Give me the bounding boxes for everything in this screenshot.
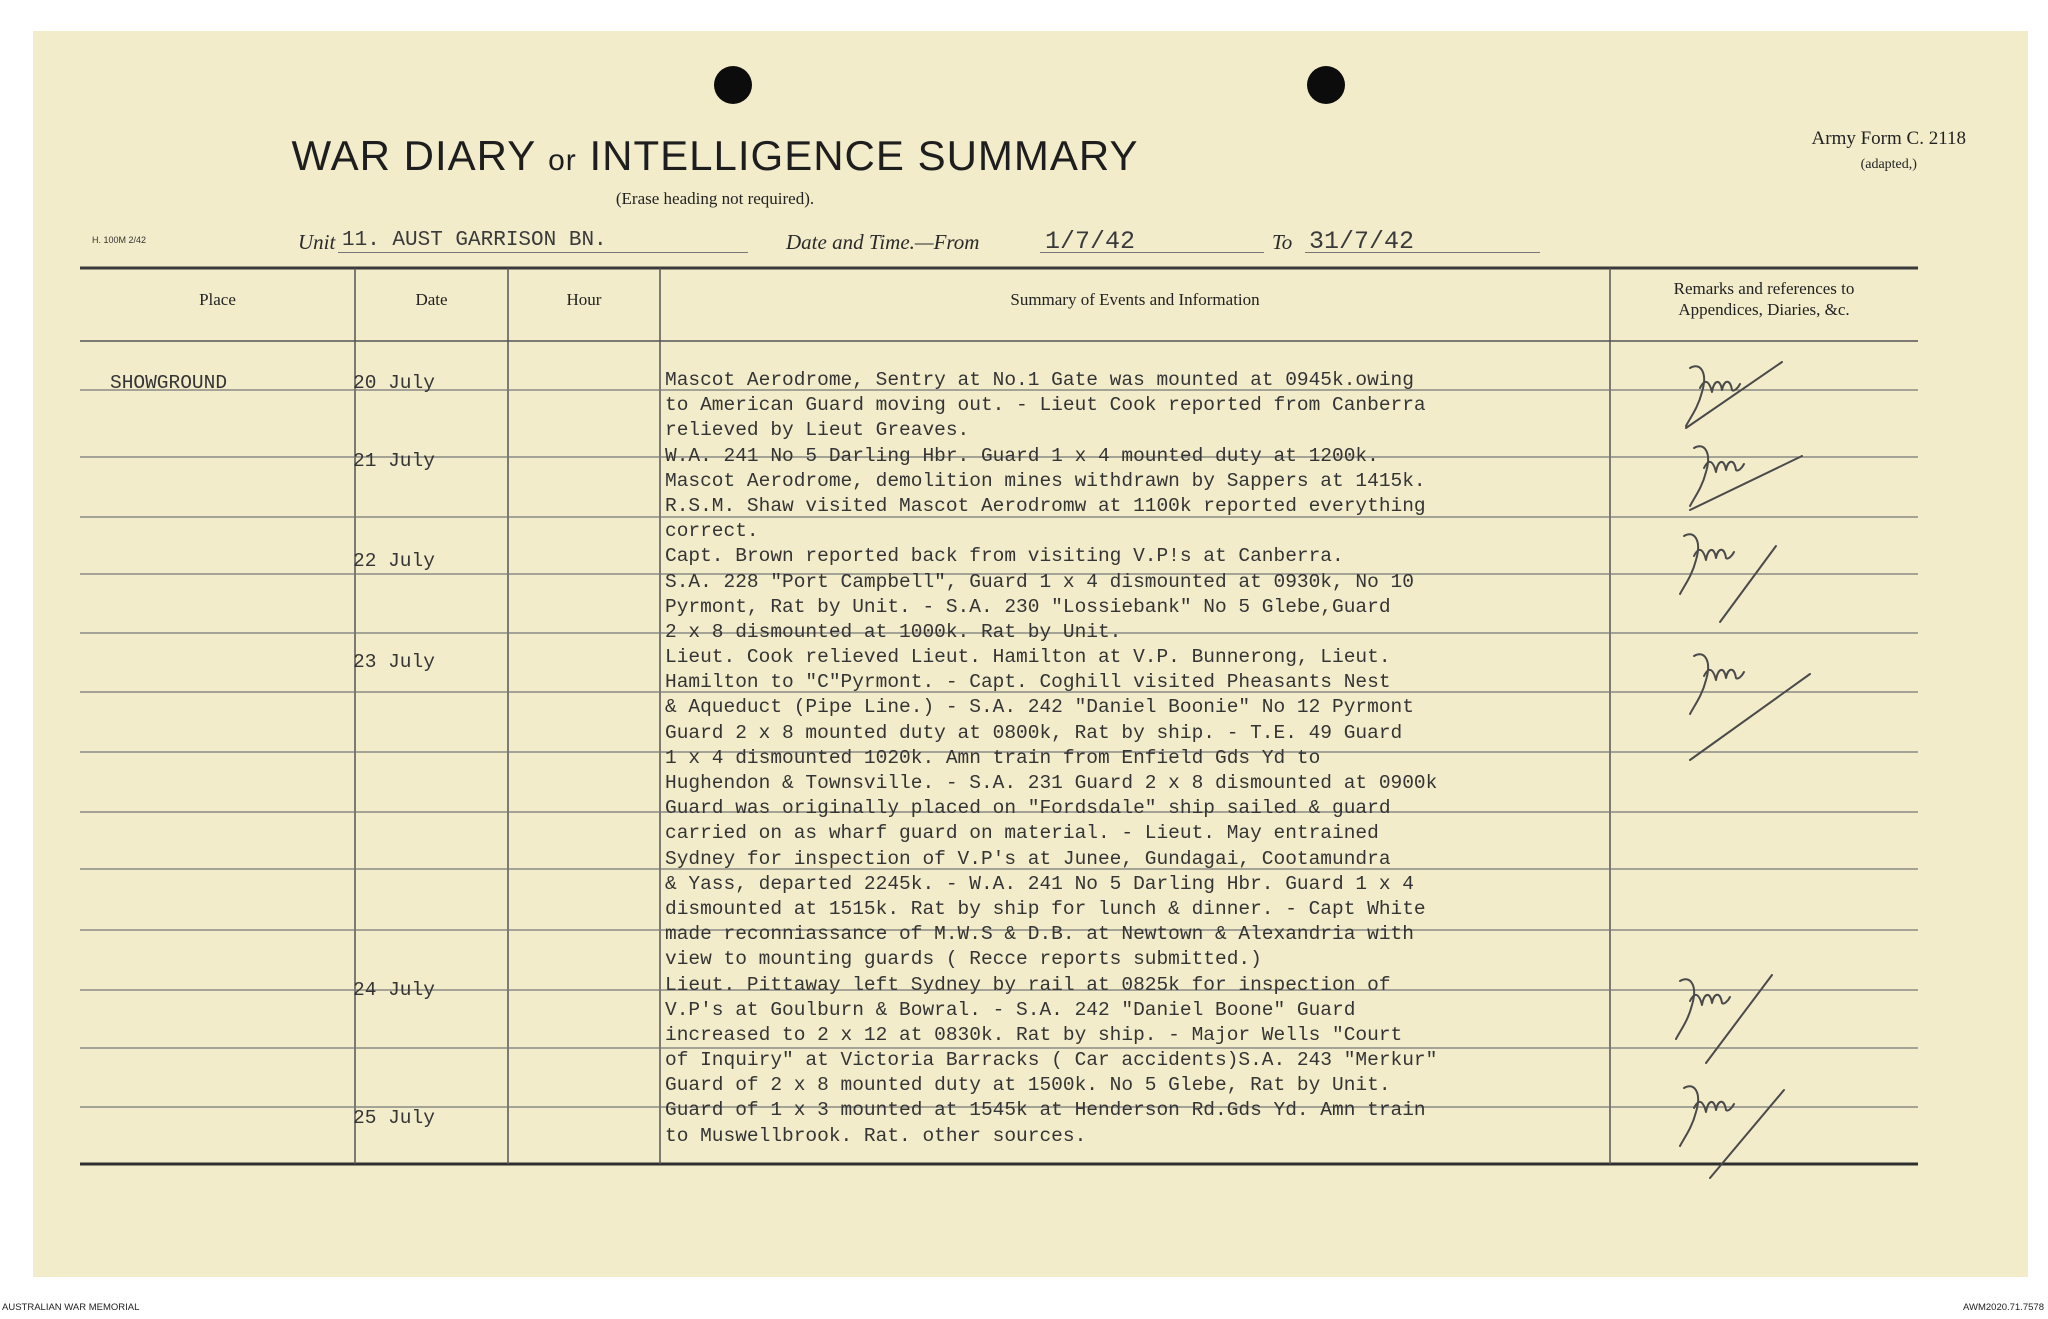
summary-line: relieved by Lieut Greaves.: [665, 419, 970, 442]
handwritten-initials: [1676, 975, 1772, 1063]
summary-line: & Aqueduct (Pipe Line.) - S.A. 242 "Daniel Boonie" No 12 Pyrmont: [665, 696, 1414, 719]
summary-line: of Inquiry" at Victoria Barracks ( Car accidents)S.A. 243 "Merkur": [665, 1049, 1438, 1072]
summary-line: dismounted at 1515k. Rat by ship for lunch & dinner. - Capt White: [665, 897, 1426, 920]
summary-line: & Yass, departed 2245k. - W.A. 241 No 5 Darling Hbr. Guard 1 x 4: [665, 872, 1414, 895]
date-entry: 20 July: [353, 372, 435, 394]
unit-label: Unit: [298, 230, 336, 254]
summary-line: V.P's at Goulburn & Bowral. - S.A. 242 "Daniel Boone" Guard: [665, 998, 1356, 1021]
form-subtitle: (Erase heading not required).: [615, 189, 815, 208]
handwritten-initials: [1680, 1086, 1784, 1178]
summary-line: Pyrmont, Rat by Unit. - S.A. 230 "Lossiebank" No 5 Glebe,Guard: [665, 595, 1391, 618]
column-header-remarks: Remarks and references to Appendices, Diaries, &c.: [1673, 279, 1855, 319]
summary-line: Mascot Aerodrome, demolition mines withdrawn by Sappers at 1415k.: [665, 469, 1426, 492]
column-header-date: Date: [415, 290, 448, 309]
summary-line: carried on as wharf guard on material. - Lieut. May entrained: [665, 822, 1379, 845]
handwritten-initials: [1690, 446, 1802, 510]
summary-line: Hughendon & Townsville. - S.A. 231 Guard 2 x 8 dismounted at 0900k: [665, 772, 1438, 794]
summary-line: increased to 2 x 12 at 0830k. Rat by ship. - Major Wells "Court: [665, 1023, 1403, 1046]
summary-line: to American Guard moving out. - Lieut Cook reported from Canberra: [665, 394, 1426, 417]
summary-line: Guard 2 x 8 mounted duty at 0800k, Rat by ship. - T.E. 49 Guard: [665, 721, 1403, 744]
army-form-number: Army Form C. 2118 (adapted,): [1811, 128, 1966, 172]
summary-line: S.A. 228 "Port Campbell", Guard 1 x 4 dismounted at 0930k, No 10: [665, 570, 1414, 593]
date-to-label: To: [1272, 230, 1293, 254]
summary-line: made reconniassance of M.W.S & D.B. at Newtown & Alexandria with: [665, 923, 1414, 946]
summary-line: Hamilton to "C"Pyrmont. - Capt. Coghill visited Pheasants Nest: [665, 671, 1391, 694]
summary-line: Guard of 1 x 3 mounted at 1545k at Henderson Rd.Gds Yd. Amn train: [665, 1099, 1426, 1122]
summary-line: Lieut. Pittaway left Sydney by rail at 0825k for inspection of: [665, 973, 1391, 996]
summary-line: Guard was originally placed on "Fordsdale" ship sailed & guard: [665, 797, 1391, 820]
summary-line: R.S.M. Shaw visited Mascot Aerodromw at 1100k reported everything: [665, 494, 1426, 517]
footer-accession-number: AWM2020.71.7578: [1963, 1302, 2044, 1313]
form-title: WAR DIARY or INTELLIGENCE SUMMARY: [291, 132, 1139, 179]
date-entry: 23 July: [353, 651, 435, 673]
column-header-summary: Summary of Events and Information: [1010, 290, 1260, 309]
date-entry: 24 July: [353, 979, 435, 1001]
date-entry: 21 July: [353, 450, 435, 472]
summary-line: Lieut. Cook relieved Lieut. Hamilton at V.P. Bunnerong, Lieut.: [665, 646, 1391, 669]
place-entry: SHOWGROUND: [110, 372, 228, 394]
summary-line: correct.: [665, 520, 759, 543]
summary-line: view to mounting guards ( Recce reports submitted.): [665, 948, 1262, 971]
summary-line: W.A. 241 No 5 Darling Hbr. Guard 1 x 4 mounted duty at 1200k.: [665, 444, 1379, 467]
handwritten-initials: [1680, 534, 1776, 622]
date-to-value: 31/7/42: [1309, 227, 1415, 256]
summary-line: Capt. Brown reported back from visiting V.P!s at Canberra.: [665, 545, 1344, 568]
print-code: H. 100M 2/42: [92, 235, 147, 245]
date-entry: 22 July: [353, 550, 435, 572]
column-header-place: Place: [199, 290, 236, 309]
summary-line: Sydney for inspection of V.P's at Junee, Gundagai, Cootamundra: [665, 847, 1391, 870]
date-from-label: Date and Time.—From: [786, 230, 980, 254]
summary-line: Guard of 2 x 8 mounted duty at 1500k. No 5 Glebe, Rat by Unit.: [665, 1074, 1391, 1097]
footer-institution: AUSTRALIAN WAR MEMORIAL: [2, 1302, 140, 1313]
unit-value: 11. AUST GARRISON BN.: [342, 229, 607, 252]
summary-line: 1 x 4 dismounted 1020k. Amn train from Enfield Gds Yd to: [665, 746, 1321, 769]
summary-line: to Muswellbrook. Rat. other sources.: [665, 1124, 1087, 1147]
handwritten-initials: [1686, 362, 1782, 428]
column-header-hour: Hour: [566, 290, 602, 309]
summary-line: Mascot Aerodrome, Sentry at No.1 Gate was mounted at 0945k.owing: [665, 369, 1414, 391]
summary-line: 2 x 8 dismounted at 1000k. Rat by Unit.: [665, 620, 1122, 643]
date-from-value: 1/7/42: [1045, 227, 1136, 256]
date-entry: 25 July: [353, 1107, 435, 1129]
handwritten-initials: [1690, 654, 1810, 760]
